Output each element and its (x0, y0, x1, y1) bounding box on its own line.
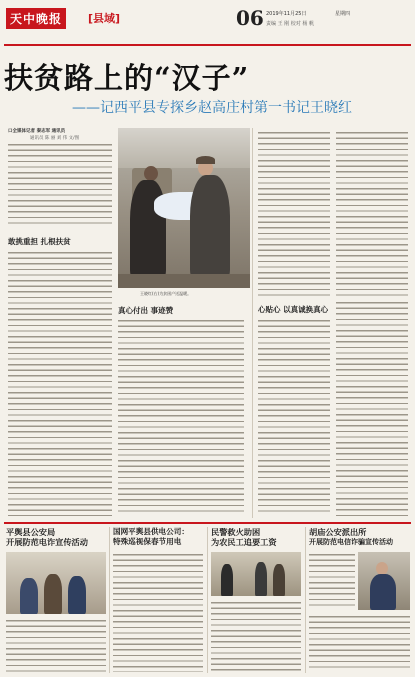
news-item-2-text (113, 552, 203, 672)
bottom-section-rule (4, 522, 411, 524)
section-heading-3: 心贴心 以真诚换真心 (258, 305, 329, 314)
section-3-text (258, 318, 330, 516)
byline-credit: 通讯员 陈 丽 刘 伟 文/图 (30, 136, 80, 141)
issue-date: 2019年11月25日 (266, 11, 307, 17)
masthead (4, 4, 411, 46)
article-photo (118, 128, 250, 288)
news-item-2-title: 国网平舆县供电公司： (113, 527, 189, 536)
bottom-divider-3 (305, 527, 306, 673)
right-column-text-2 (336, 130, 408, 296)
right-column-text-1 (258, 130, 330, 296)
news-item-4-text (309, 552, 355, 610)
news-item-1 (6, 527, 106, 547)
news-item-1-title: 平舆县公安局 (6, 527, 56, 537)
news-item-4-title: 胡庙公安派出所 (309, 527, 367, 537)
news-item-4-subtitle: 开展防范电信诈骗宣传活动 (309, 537, 393, 546)
photo-caption: 王晓红(右)为贫困户送温暖。 (140, 291, 192, 296)
byline: 口全媒体记者 秦志军 通讯员 (8, 129, 66, 134)
lead-paragraph (8, 142, 112, 228)
news-item-1-photo (6, 552, 106, 614)
column-divider (252, 128, 253, 518)
newspaper-logo: 天中晚报 (6, 8, 66, 29)
news-item-2 (113, 527, 203, 547)
section-1-text (8, 250, 112, 516)
section-3-text-continued (336, 300, 408, 516)
news-item-4 (309, 527, 411, 547)
section-2-text (118, 318, 244, 516)
news-item-1-text (6, 618, 106, 672)
section-heading-2: 真心付出 事迹赞 (118, 306, 174, 315)
section-heading-1: 敢挑重担 扎根扶贫 (8, 237, 71, 246)
news-item-3-photo (211, 552, 301, 596)
news-item-4-photo (358, 552, 410, 610)
news-item-3 (211, 527, 301, 547)
bottom-divider-1 (109, 527, 110, 673)
page-number: 06 (236, 6, 264, 30)
news-item-1-subtitle: 开展防范电诈宣传活动 (6, 537, 88, 547)
news-item-3-text (211, 600, 301, 672)
weekday: 星期四 (335, 11, 351, 17)
section-tag: [县域] (88, 12, 121, 25)
news-item-2-subtitle: 特殊巡视保春节用电 (113, 537, 182, 546)
headline: 扶贫路上的“汉子” (4, 61, 250, 95)
bottom-divider-2 (207, 527, 208, 673)
editors-credit: 责编 王 刚 校对 杨 帆 (266, 21, 314, 27)
news-item-4-text-continued (309, 614, 410, 672)
news-item-3-title: 民警救火助困 (211, 527, 261, 537)
news-item-3-subtitle: 为农民工追要工资 (211, 537, 277, 547)
subheadline: ——记西平县专探乡赵高庄村第一书记王晓红 (72, 100, 352, 116)
